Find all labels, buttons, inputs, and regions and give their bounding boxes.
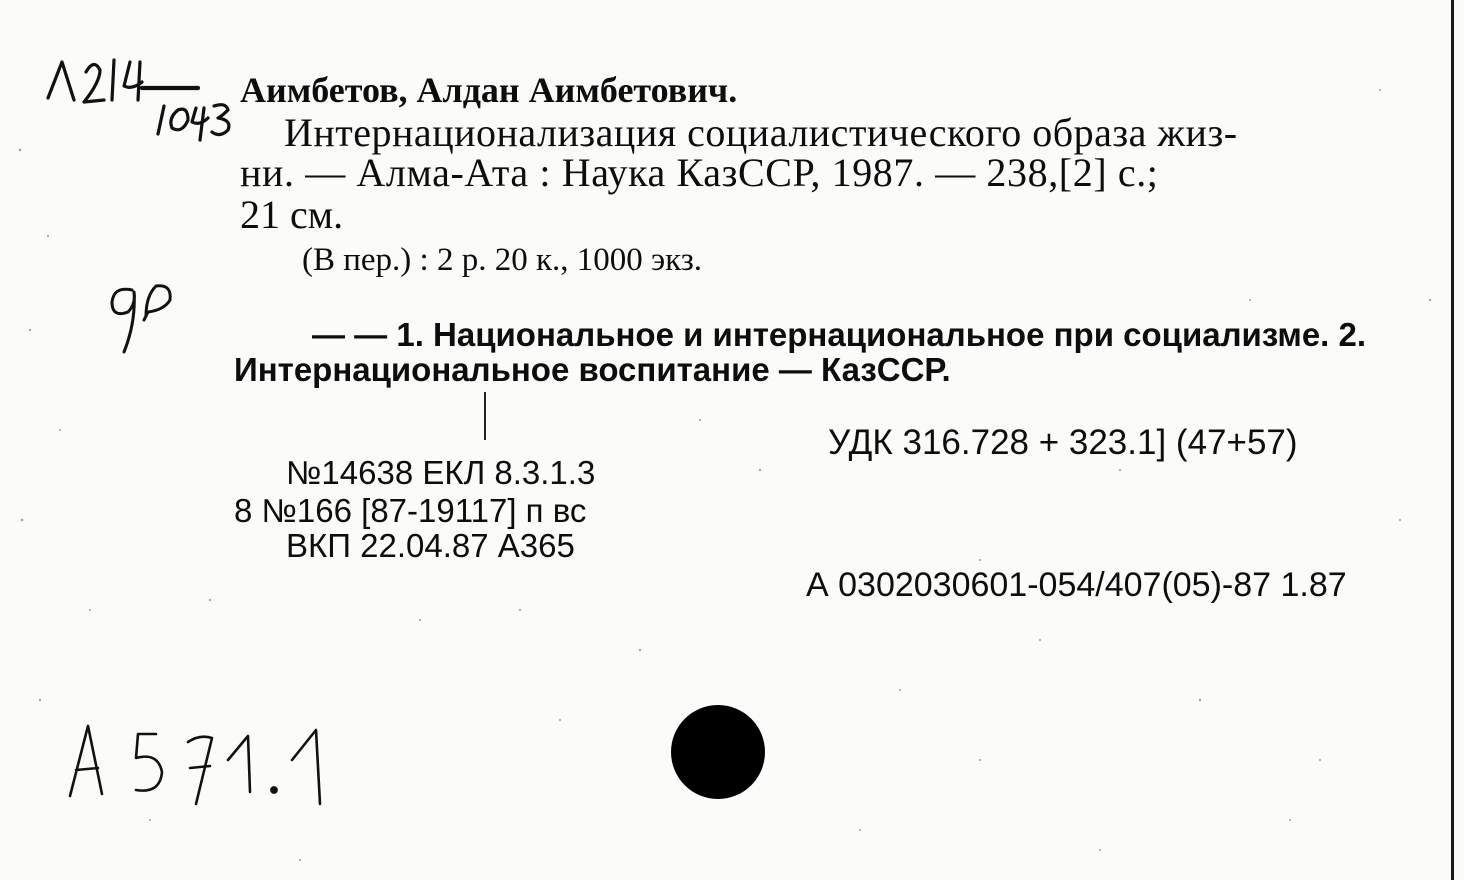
divider-line bbox=[484, 392, 486, 440]
registry-line-3: ВКП 22.04.87 А365 bbox=[286, 527, 575, 564]
registry-line-2: 8 №166 [87-19117] п вс bbox=[234, 492, 587, 529]
handwritten-subject-mark bbox=[104, 276, 194, 366]
handwritten-shelf-mark bbox=[42, 50, 242, 146]
title-line-1: Интернационализация социалистического образа жиз- bbox=[284, 110, 1238, 155]
publisher-code: А 0302030601-054/407(05)-87 1.87 bbox=[806, 566, 1347, 604]
title-line-2: ни. — Алма-Ата : Наука КазССР, 1987. — 238,[2] с.; bbox=[240, 150, 1159, 195]
registry-line-1: №14638 ЕКЛ 8.3.1.3 bbox=[286, 454, 596, 491]
price-line: (В пер.) : 2 р. 20 к., 1000 экз. bbox=[302, 242, 703, 278]
title-line-3: 21 см. bbox=[240, 192, 344, 237]
card-punch-hole bbox=[671, 705, 765, 799]
subjects-line-1: — — 1. Национальное и интернациональное при социализме. 2. bbox=[312, 316, 1367, 353]
author-heading: Аимбетов, Алдан Аимбетович. bbox=[240, 70, 738, 110]
subjects-line-2: Интернациональное воспитание — КазССР. bbox=[234, 351, 951, 388]
handwritten-classification-code bbox=[62, 712, 352, 812]
card-right-edge bbox=[1451, 0, 1454, 880]
udc-code: УДК 316.728 + 323.1] (47+57) bbox=[828, 423, 1298, 462]
